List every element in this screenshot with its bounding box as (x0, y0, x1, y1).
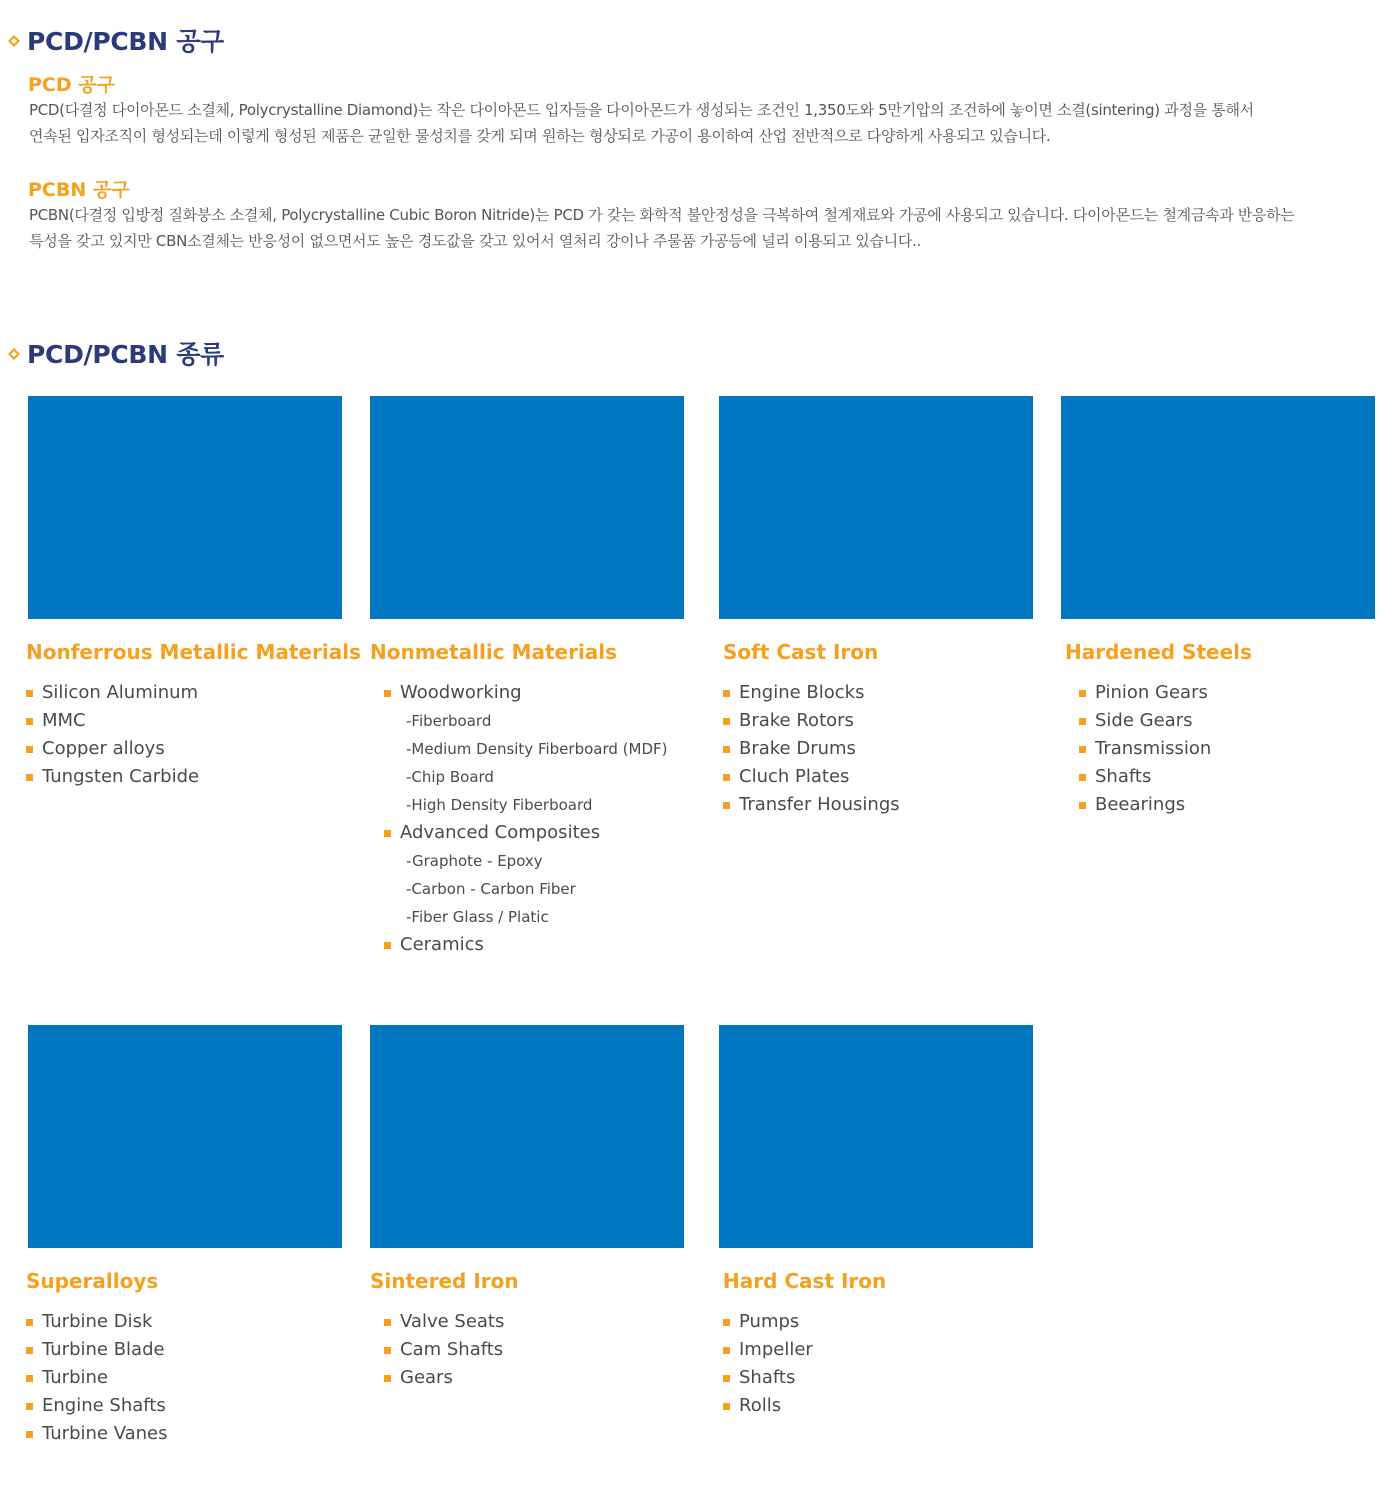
list-item (26, 1420, 168, 1448)
pcbn-description-line: 특성을 갖고 있지만 CBN소결체는 반응성이 없으면서도 높은 경도값을 갖고 있어서 열처리 강이나 주물품 가공등에 널리 이용되고 있습니다.. (29, 232, 921, 250)
square-bullet-icon (384, 1347, 391, 1354)
list-item (723, 791, 900, 819)
list-item (26, 1392, 168, 1420)
list-item-label: Brake Drums (739, 738, 856, 759)
material-category-title: Hardened Steels (1065, 640, 1252, 664)
material-card (1061, 396, 1375, 815)
pcbn-subtitle: PCBN 공구 (28, 179, 130, 201)
material-list (723, 679, 900, 819)
square-bullet-icon (1079, 774, 1086, 781)
material-image (28, 1025, 342, 1248)
list-item (723, 679, 900, 707)
material-list (723, 1308, 813, 1420)
material-category-title: Soft Cast Iron (723, 640, 879, 664)
material-card (26, 1025, 342, 1444)
list-item (1079, 763, 1211, 791)
square-bullet-icon (1079, 718, 1086, 725)
list-item (1079, 735, 1211, 763)
sub-list-item: -High Density Fiberboard (406, 796, 593, 814)
material-image (370, 1025, 684, 1248)
list-item (723, 707, 900, 735)
list-item (384, 1308, 504, 1336)
list-item (26, 735, 199, 763)
list-item (26, 763, 199, 791)
section-title-text: PCD/PCBN 종류 (27, 340, 224, 369)
list-item (723, 735, 900, 763)
square-bullet-icon (723, 1347, 730, 1354)
square-bullet-icon (26, 1431, 33, 1438)
square-bullet-icon (1079, 802, 1086, 809)
material-card (719, 1025, 1033, 1416)
material-card (370, 396, 684, 955)
list-item (384, 1336, 504, 1364)
list-item-label: Turbine Disk (42, 1311, 153, 1332)
list-item-label: Brake Rotors (739, 710, 854, 731)
square-bullet-icon (723, 802, 730, 809)
list-item (723, 1336, 813, 1364)
material-card (370, 1025, 684, 1388)
square-bullet-icon (26, 774, 33, 781)
diamond-bullet-icon (8, 348, 19, 359)
material-list (384, 679, 667, 959)
material-image (370, 396, 684, 619)
sub-list-item: -Chip Board (406, 768, 494, 786)
list-item (384, 1364, 504, 1392)
list-item (26, 679, 199, 707)
list-item-label: Advanced Composites (400, 822, 601, 843)
sub-list-item: -Graphote - Epoxy (406, 852, 543, 870)
square-bullet-icon (723, 690, 730, 697)
list-item-label: Engine Shafts (42, 1395, 166, 1416)
list-item-label: Pumps (739, 1311, 800, 1332)
material-list (1079, 679, 1211, 819)
sub-list-item: -Fiber Glass / Platic (406, 908, 549, 926)
list-item-label: Rolls (739, 1395, 782, 1416)
list-item-label: Cam Shafts (400, 1339, 504, 1360)
list-item (384, 931, 667, 959)
sub-list-item: -Carbon - Carbon Fiber (406, 880, 576, 898)
sub-list-item: -Fiberboard (406, 712, 492, 730)
sub-list-item: -Medium Density Fiberboard (MDF) (406, 740, 668, 758)
square-bullet-icon (384, 942, 391, 949)
list-item-label: Tungsten Carbide (42, 766, 200, 787)
square-bullet-icon (723, 1403, 730, 1410)
list-item-label: Shafts (1095, 766, 1152, 787)
list-item-label: Beearings (1095, 794, 1186, 815)
square-bullet-icon (384, 1375, 391, 1382)
square-bullet-icon (723, 774, 730, 781)
square-bullet-icon (26, 690, 33, 697)
list-item (384, 679, 667, 707)
pcd-subtitle: PCD 공구 (28, 74, 115, 96)
material-category-title: Sintered Iron (370, 1269, 519, 1293)
section-title-types (8, 335, 224, 371)
square-bullet-icon (384, 830, 391, 837)
pcbn-description-line: PCBN(다결정 입방정 질화붕소 소결체, Polycrystalline Cubic Boron Nitride)는 PCD 가 갖는 화학적 불안정성을 극복하여 철계재료와 가공에 사용되고 있습니다. 다이아몬드는 철계금속과 반응하는 (29, 206, 1295, 224)
square-bullet-icon (723, 746, 730, 753)
list-item-label: Engine Blocks (739, 682, 865, 703)
section-title-tools (8, 22, 224, 58)
square-bullet-icon (26, 1347, 33, 1354)
square-bullet-icon (384, 1319, 391, 1326)
list-item-label: Side Gears (1095, 710, 1193, 731)
list-item (26, 707, 199, 735)
pcbn-description (29, 202, 1359, 254)
list-item-label: Ceramics (400, 934, 484, 955)
list-item (723, 1392, 813, 1420)
material-image (1061, 396, 1375, 619)
list-item (26, 1364, 168, 1392)
list-item-label: Transfer Housings (739, 794, 900, 815)
diamond-bullet-icon (8, 35, 19, 46)
list-item-label: Shafts (739, 1367, 796, 1388)
material-category-title: Nonferrous Metallic Materials (26, 640, 361, 664)
list-item (1079, 707, 1211, 735)
list-item-label: Turbine Vanes (42, 1423, 168, 1444)
square-bullet-icon (723, 718, 730, 725)
material-list (384, 1308, 504, 1392)
list-item (723, 763, 900, 791)
material-image (719, 396, 1033, 619)
square-bullet-icon (26, 1403, 33, 1410)
list-item-label: Woodworking (400, 682, 522, 703)
list-item-label: Valve Seats (400, 1311, 505, 1332)
list-item-label: Transmission (1095, 738, 1212, 759)
material-category-title: Nonmetallic Materials (370, 640, 618, 664)
pcd-description-line: 연속된 입자조직이 형성되는데 이렇게 형성된 제품은 균일한 물성치를 갖게 되며 원하는 형상되로 가공이 용이하여 산업 전반적으로 다양하게 사용되고 있습니다. (29, 127, 1051, 145)
list-item-label: Turbine Blade (42, 1339, 165, 1360)
material-image (28, 396, 342, 619)
square-bullet-icon (26, 746, 33, 753)
list-item (1079, 679, 1211, 707)
list-item (723, 1364, 813, 1392)
square-bullet-icon (384, 690, 391, 697)
list-item (384, 819, 667, 847)
square-bullet-icon (26, 1319, 33, 1326)
square-bullet-icon (1079, 690, 1086, 697)
square-bullet-icon (26, 1375, 33, 1382)
square-bullet-icon (26, 718, 33, 725)
list-item-label: Turbine (42, 1367, 108, 1388)
material-list (26, 679, 199, 791)
list-item-label: Impeller (739, 1339, 813, 1360)
list-item (723, 1308, 813, 1336)
list-item (26, 1336, 168, 1364)
list-item (1079, 791, 1211, 819)
list-item-label: Cluch Plates (739, 766, 850, 787)
material-image (719, 1025, 1033, 1248)
list-item (26, 1308, 168, 1336)
material-category-title: Hard Cast Iron (723, 1269, 887, 1293)
square-bullet-icon (723, 1319, 730, 1326)
pcd-description-line: PCD(다결정 다이아몬드 소결체, Polycrystalline Diamond)는 작은 다이아몬드 입자들을 다이아몬드가 생성되는 조건인 1,350도와 5만기압의 조건하에 놓이면 소결(sintering) 과정을 통해서 (29, 101, 1254, 119)
section-title-text: PCD/PCBN 공구 (27, 27, 224, 56)
list-item-label: MMC (42, 710, 86, 731)
material-card (26, 396, 361, 787)
list-item-label: Copper alloys (42, 738, 165, 759)
square-bullet-icon (723, 1375, 730, 1382)
list-item-label: Silicon Aluminum (42, 682, 199, 703)
material-card (719, 396, 1033, 815)
material-category-title: Superalloys (26, 1269, 159, 1293)
square-bullet-icon (1079, 746, 1086, 753)
pcd-description (29, 97, 1359, 149)
material-list (26, 1308, 168, 1448)
list-item-label: Gears (400, 1367, 453, 1388)
list-item-label: Pinion Gears (1095, 682, 1208, 703)
